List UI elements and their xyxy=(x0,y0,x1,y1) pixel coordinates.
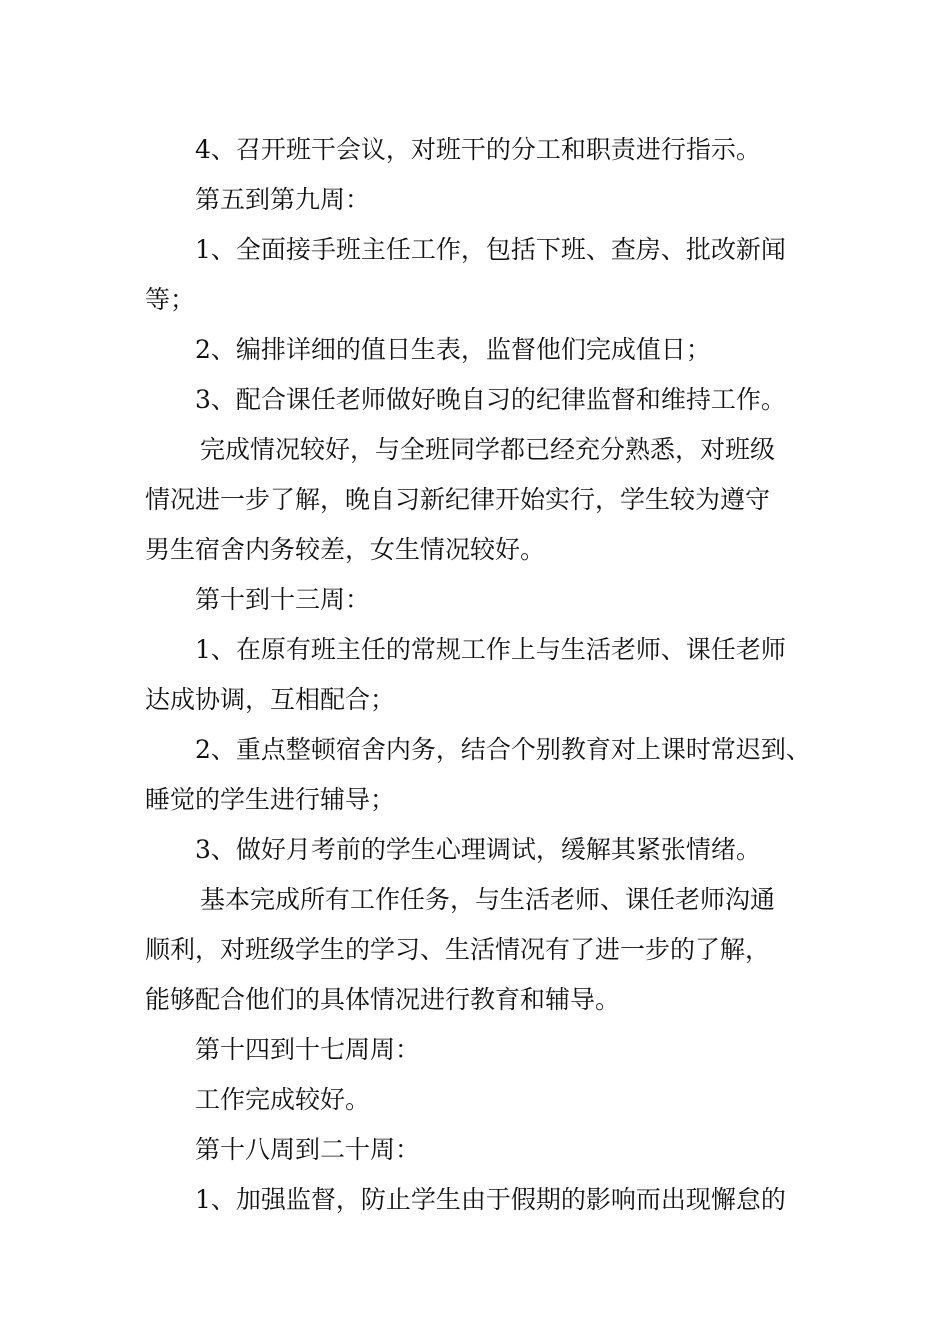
section-heading: 第十八周到二十周： xyxy=(195,1135,421,1164)
text-line: 完成情况较好，与全班同学都已经充分熟悉，对班级 xyxy=(200,435,776,464)
text-line: 1、加强监督，防止学生由于假期的影响而出现懈怠的 xyxy=(195,1185,786,1214)
text-line: 睡觉的学生进行辅导； xyxy=(145,785,396,814)
text-line: 顺利，对班级学生的学习、生活情况有了进一步的了解， xyxy=(145,935,771,964)
text-line: 基本完成所有工作任务，与生活老师、课任老师沟通 xyxy=(200,885,776,914)
text-line: 情况进一步了解，晚自习新纪律开始实行，学生较为遵守 xyxy=(145,485,771,514)
section-heading: 第十到十三周： xyxy=(195,585,371,614)
text-line: 3、配合课任老师做好晚自习的纪律监督和维持工作。 xyxy=(195,385,786,414)
text-line: 2、重点整顿宿舍内务，结合个别教育对上课时常迟到、 xyxy=(195,735,811,764)
section-heading: 第十四到十七周周： xyxy=(195,1035,421,1064)
text-line: 1、全面接手班主任工作，包括下班、查房、批改新闻 xyxy=(195,235,786,264)
text-line: 达成协调，互相配合； xyxy=(145,685,396,714)
text-line: 2、编排详细的值日生表，监督他们完成值日； xyxy=(195,335,711,364)
text-line: 等； xyxy=(145,285,196,314)
section-heading: 第五到第九周： xyxy=(195,185,371,214)
text-line: 1、在原有班主任的常规工作上与生活老师、课任老师 xyxy=(195,635,786,664)
text-line: 能够配合他们的具体情况进行教育和辅导。 xyxy=(145,985,621,1014)
text-line: 工作完成较好。 xyxy=(195,1085,371,1114)
text-line: 男生宿舍内务较差，女生情况较好。 xyxy=(145,535,546,564)
text-line: 4、召开班干会议，对班干的分工和职责进行指示。 xyxy=(195,135,761,164)
text-line: 3、做好月考前的学生心理调试，缓解其紧张情绪。 xyxy=(195,835,761,864)
